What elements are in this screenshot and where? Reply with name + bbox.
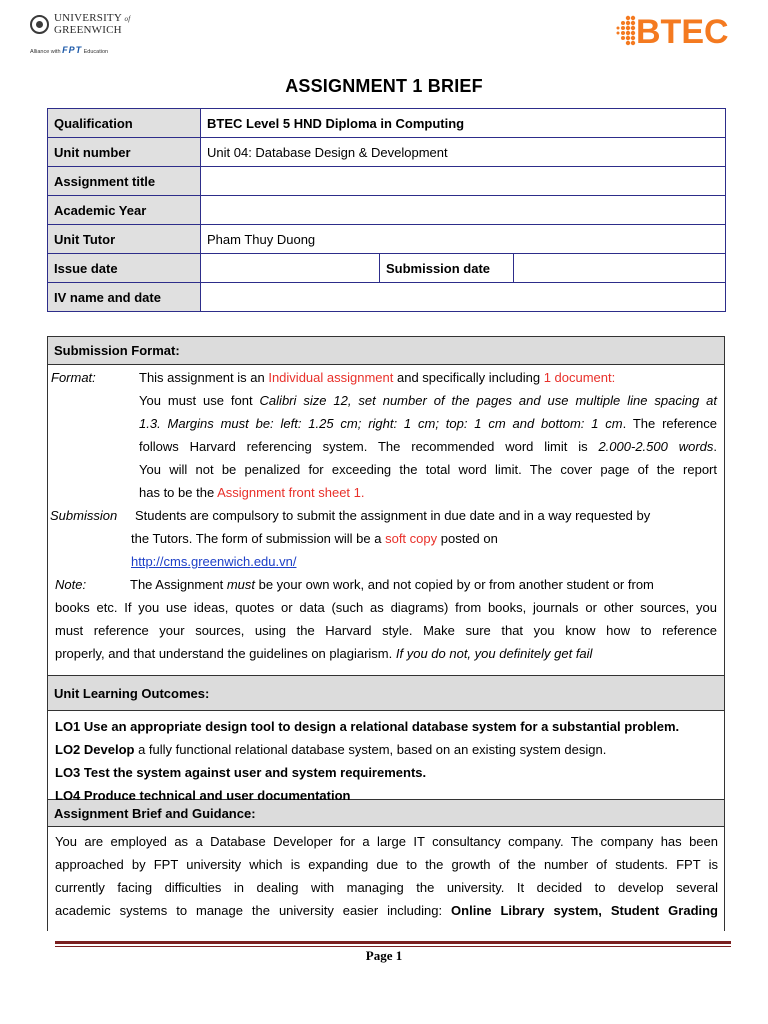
iv-name-date-value (201, 283, 726, 312)
submission-label: Submission (50, 508, 118, 523)
submission-date-label: Submission date (380, 254, 514, 283)
btec-wordmark: BTEC (636, 13, 729, 51)
brief-line-4: academic systems to manage the university easier including: Online Library system, Student Grading (55, 903, 718, 918)
academic-year-label: Academic Year (48, 196, 201, 225)
qualification-value: BTEC Level 5 HND Diploma in Computing (201, 109, 726, 138)
unit-tutor-label: Unit Tutor (48, 225, 201, 254)
format-line-2: You must use font Calibri size 12, set number of the pages and use multiple line spacing at (139, 393, 717, 408)
issue-date-label: Issue date (48, 254, 201, 283)
assignment-brief-text (48, 827, 724, 922)
assignment-title-value (201, 167, 726, 196)
unit-number-label: Unit number (48, 138, 201, 167)
table-row (48, 254, 726, 283)
note-line-2: books etc. If you use ideas, quotes or data (such as diagrams) from books, journals or other sources, you (55, 600, 717, 615)
cms-greenwich-link[interactable]: http://cms.greenwich.edu.vn/ (131, 554, 297, 569)
submission-line-2: the Tutors. The form of submission will be a soft copy posted on (131, 531, 498, 546)
iv-name-date-label: IV name and date (48, 283, 201, 312)
note-label: Note: (55, 577, 87, 592)
university-name: UNIVERSITY of GREENWICH (54, 12, 131, 36)
footer-rule-thin (55, 946, 731, 947)
table-row (48, 225, 726, 254)
university-of-greenwich-logo (30, 12, 170, 60)
learning-outcomes-header: Unit Learning Outcomes: (48, 675, 724, 711)
format-line-6: has to be the Assignment front sheet 1. (139, 485, 365, 500)
submission-format-section (48, 365, 724, 675)
unit-number-value: Unit 04: Database Design & Development (201, 138, 726, 167)
submission-line-1: Students are compulsory to submit the assignment in due date and in a way requested by (135, 508, 651, 523)
assignment-info-table (47, 108, 726, 312)
academic-year-value (201, 196, 726, 225)
unit-tutor-value: Pham Thuy Duong (201, 225, 726, 254)
fpt-logo: FPT (62, 45, 83, 55)
table-row (48, 138, 726, 167)
table-row (48, 109, 726, 138)
submission-format-header: Submission Format: (48, 337, 724, 365)
issue-date-value (201, 254, 380, 283)
lo3-item: LO3 Test the system against user and system requirements. (55, 765, 427, 780)
page-title: ASSIGNMENT 1 BRIEF (285, 76, 483, 96)
lo1-item: LO1 Use an appropriate design tool to design a relational database system for a substantial problem. (55, 719, 680, 734)
page-number: Page 1 (365, 948, 403, 963)
format-line-1: This assignment is an Individual assignment and specifically including 1 document: (139, 370, 616, 385)
assignment-title-label: Assignment title (48, 167, 201, 196)
format-label: Format: (51, 370, 96, 385)
lo2-item: LO2 Develop a fully functional relational database system, based on an existing system design. (55, 742, 607, 757)
format-line-5: You will not be penalized for exceeding the total word limit. The cover page of the report (139, 462, 717, 477)
note-line-3: must reference your sources, using the Harvard style. Make sure that you know how to reference (55, 623, 717, 638)
lo4-item: LO4 Produce technical and user documentation (55, 788, 351, 803)
assignment-brief-header: Assignment Brief and Guidance: (48, 799, 724, 827)
brief-line-1: You are employed as a Database Developer for a large IT consultancy company. The company has been (55, 834, 718, 849)
note-line-1: The Assignment must be your own work, and not copied by or from another student or from (130, 577, 654, 592)
table-row (48, 196, 726, 225)
format-line-4: follows Harvard referencing system. The recommended word limit is 2.000-2.500 words. (139, 439, 718, 454)
qualification-label: Qualification (48, 109, 201, 138)
table-row (48, 283, 726, 312)
note-line-4: properly, and that understand the guidelines on plagiarism. If you do not, you definitely get fail (55, 646, 593, 661)
brief-line-2: approached by FPT university which is expanding due to the growth of the number of students. FPT is (55, 857, 718, 872)
alliance-with-fpt: Alliance with FPT Education (30, 45, 109, 55)
footer-rule (55, 941, 731, 944)
submission-date-value (514, 254, 726, 283)
submission-line-3 (131, 550, 296, 573)
format-line-3: 1.3. Margins must be: left: 1.25 cm; right: 1 cm; top: 1 cm and bottom: 1 cm. The reference (139, 416, 717, 431)
brief-line-3: currently facing difficulties in dealing with managing the university. It decided to develop several (55, 880, 718, 895)
table-row (48, 167, 726, 196)
learning-outcomes-list (48, 711, 724, 803)
university-crest-icon (30, 15, 49, 34)
assignment-details-box (47, 336, 725, 931)
btec-logo (612, 12, 747, 54)
btec-dots-icon (612, 15, 636, 49)
